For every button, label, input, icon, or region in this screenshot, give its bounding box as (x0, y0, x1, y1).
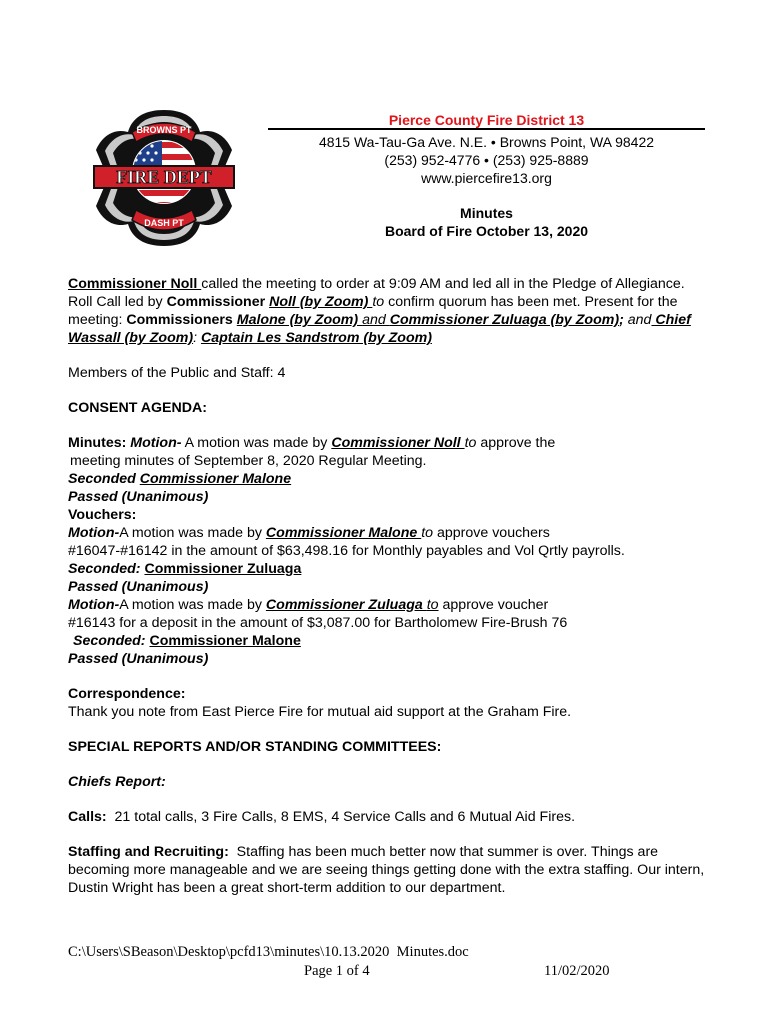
call-to-order (68, 275, 708, 293)
motion-label: Motion- (68, 597, 120, 613)
logo-center-text: FIRE DEPT (116, 167, 212, 187)
opening-commissioner: Commissioner Noll (68, 276, 202, 292)
rc-a: Roll Call led by (68, 294, 167, 310)
rc-h: and (362, 312, 390, 328)
rc-g: Malone (by Zoom) (236, 312, 363, 328)
consent-heading: CONSENT AGENDA: (68, 400, 207, 416)
rc-f: Commissioners (126, 312, 237, 328)
page-number: Page 1 of 4 (304, 963, 370, 979)
meeting-title-block (268, 204, 705, 240)
motion-rest: approve the (476, 435, 556, 451)
correspondence-text: Thank you note from East Pierce Fire for mutual aid support at the Graham Fire. (68, 704, 572, 720)
seconded-name: Commissioner Malone (149, 633, 301, 649)
motion-to: to (464, 435, 477, 451)
motion-to: to (426, 597, 439, 613)
members-present: Members of the Public and Staff: 4 (68, 365, 286, 381)
seconded-name: Commissioner Malone (139, 471, 292, 487)
doc-title: Minutes (460, 205, 513, 221)
rc-m: : (193, 330, 201, 346)
seconded-label: Seconded (68, 471, 140, 487)
motion-label: Motion- (130, 435, 182, 451)
roll-call (68, 293, 708, 347)
voucher1-line2: #16047-#16142 in the amount of $63,498.16 for Monthly payables and Vol Qrtly payrolls. (68, 543, 625, 559)
motion-commissioner: Commissioner Zuluaga (265, 597, 427, 613)
website: www.piercefire13.org (421, 170, 552, 186)
rc-d: to (372, 294, 385, 310)
staffing-label: Staffing and Recruiting: (68, 844, 229, 860)
page-footer (68, 943, 628, 980)
voucher1-motion (68, 524, 708, 542)
rc-i: Commissioner Zuluaga (by Zoom) (389, 312, 620, 328)
logo-top-text: BROWNS PT (136, 125, 192, 135)
file-path: C:\Users\SBeason\Desktop\pcfd13\minutes\10.13.2020 Minutes.doc (68, 944, 469, 960)
motion-commissioner: Commissioner Noll (331, 435, 465, 451)
chiefs-report-heading: Chiefs Report: (68, 774, 166, 790)
correspondence-heading: Correspondence: (68, 686, 186, 702)
fire-dept-logo (88, 102, 240, 252)
rc-n: Captain Les Sandstrom (by Zoom) (200, 330, 432, 346)
calls-text: 21 total calls, 3 Fire Calls, 8 EMS, 4 Service Calls and 6 Mutual Aid Fires. (106, 809, 576, 825)
motion-to: to (421, 525, 434, 541)
minutes-motion-line2: meeting minutes of September 8, 2020 Regular Meeting. (70, 453, 427, 469)
staffing-paragraph (68, 843, 708, 897)
seconded-name: Commissioner Zuluaga (144, 561, 302, 577)
street-address: 4815 Wa-Tau-Ga Ave. N.E. • Browns Point, WA 98422 (318, 134, 655, 150)
motion-commissioner: Commissioner Malone (265, 525, 422, 541)
rc-j: ; (619, 312, 624, 328)
rc-e: confirm quorum has been met. Present for the meeting: (68, 294, 678, 328)
voucher2-motion (68, 596, 708, 614)
letterhead (268, 111, 705, 240)
minutes-motion (68, 434, 708, 452)
minutes-label: Minutes: (68, 435, 131, 451)
voucher1-seconded (68, 560, 708, 578)
special-reports-heading: SPECIAL REPORTS AND/OR STANDING COMMITTEES: (68, 739, 442, 755)
rc-l: Chief Wassall (by Zoom) (68, 312, 691, 346)
opening-text: called the meeting to order at 9:09 AM and led all in the Pledge of Allegiance. (201, 276, 685, 292)
staffing-text: Staffing has been much better now that summer is over. Things are becoming more manageable and we are seeing things getting done with the extra staffing. Our intern, Dustin Wright has been a great short-term addition to our department. (68, 844, 709, 896)
motion-text: A motion was made by (181, 435, 332, 451)
seconded-label: Seconded: (68, 561, 145, 577)
calls-label: Calls: (68, 809, 107, 825)
minutes-seconded (68, 470, 708, 488)
voucher2-line2: #16143 for a deposit in the amount of $3,087.00 for Bartholomew Fire-Brush 76 (68, 615, 568, 631)
motion-rest: approve vouchers (433, 525, 550, 541)
voucher1-passed: Passed (Unanimous) (68, 579, 209, 595)
print-date: 11/02/2020 (544, 963, 610, 979)
phone-numbers: (253) 952-4776 • (253) 925-8889 (384, 152, 589, 168)
motion-text: A motion was made by (119, 525, 266, 541)
calls-paragraph (68, 808, 708, 826)
seconded-label: Seconded: (73, 633, 150, 649)
address-block (268, 133, 705, 187)
logo-bottom-text: DASH PT (144, 218, 184, 228)
minutes-passed: Passed (Unanimous) (68, 489, 209, 505)
motion-text: A motion was made by (119, 597, 266, 613)
vouchers-label: Vouchers: (68, 507, 137, 523)
motion-rest: approve voucher (438, 597, 549, 613)
voucher2-passed: Passed (Unanimous) (68, 651, 209, 667)
rc-b: Commissioner (166, 294, 270, 310)
meeting-name: Board of Fire October 13, 2020 (384, 223, 589, 239)
motion-label: Motion- (68, 525, 120, 541)
rc-k: and (627, 312, 652, 328)
org-name: Pierce County Fire District 13 (388, 112, 585, 128)
minutes-body (68, 275, 708, 897)
voucher2-seconded (68, 632, 708, 650)
rc-c: Noll (by Zoom) (269, 294, 373, 310)
